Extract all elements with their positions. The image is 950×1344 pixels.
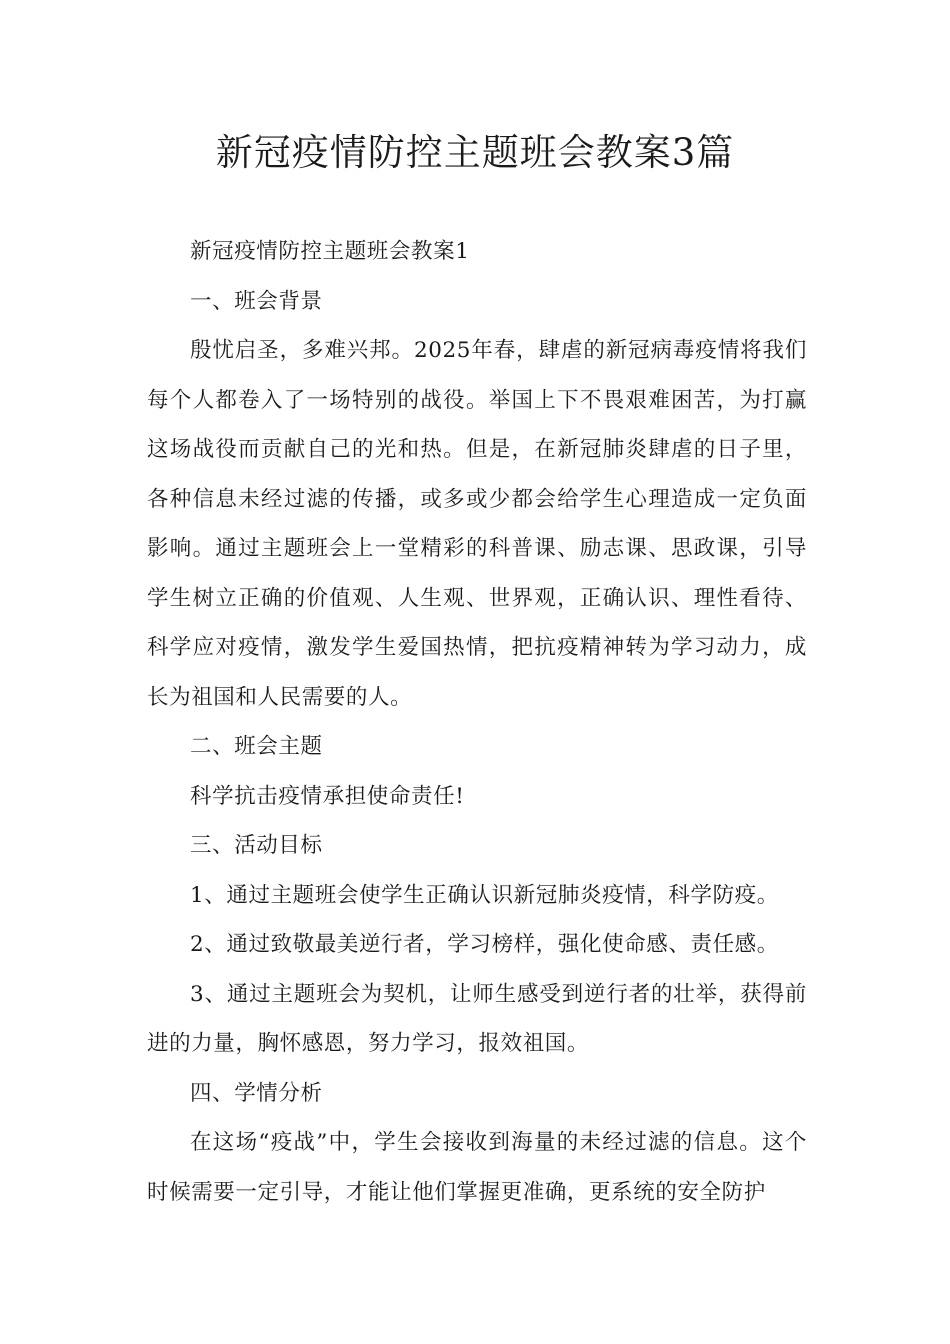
goal-item-1: 1、通过主题班会使学生正确认识新冠肺炎疫情，科学防疫。: [190, 882, 779, 908]
document-title: 新冠疫情防控主题班会教案3篇: [215, 131, 735, 174]
paragraph-analysis: 在这场“疫战”中，学生会接收到海量的未经过滤的信息。这个时候需要一定引导，才能让他们掌握更准确，更系统的安全防护: [147, 1130, 807, 1205]
paragraph-subtitle: 新冠疫情防控主题班会教案1: [190, 239, 470, 264]
section-heading-goals: 三、活动目标: [190, 833, 323, 858]
section-heading-background: 一、班会背景: [190, 288, 323, 314]
goal-item-2: 2、通过致敬最美逆行者，学习榜样，强化使命感、责任感。: [190, 932, 779, 957]
paragraph-theme: 科学抗击疫情承担使命责任!: [190, 783, 465, 809]
section-heading-analysis: 四、学情分析: [190, 1080, 323, 1106]
goal-item-3: 3、通过主题班会为契机，让师生感受到逆行者的壮举，获得前进的力量，胸怀感恩，努力学习，报效祖国。: [147, 981, 807, 1056]
document-body: [147, 227, 807, 1217]
section-heading-theme: 二、班会主题: [190, 734, 323, 759]
paragraph-background: 殷忧启圣，多难兴邦。2025年春，肆虐的新冠病毒疫情将我们每个人都卷入了一场特别的战役。举国上下不畏艰难困苦，为打赢这场战役而贡献自己的光和热。但是，在新冠肺炎肆虐的日子里，各种信息未经过滤的传播，或多或少都会给学生心理造成一定负面影响。通过主题班会上一堂精彩的科普课、励志课、思政课，引导学生树立正确的价值观、人生观、世界观，正确认识、理性看待、科学应对疫情，激发学生爱国热情，把抗疫精神转为学习动力，成长为祖国和人民需要的人。: [147, 338, 807, 710]
